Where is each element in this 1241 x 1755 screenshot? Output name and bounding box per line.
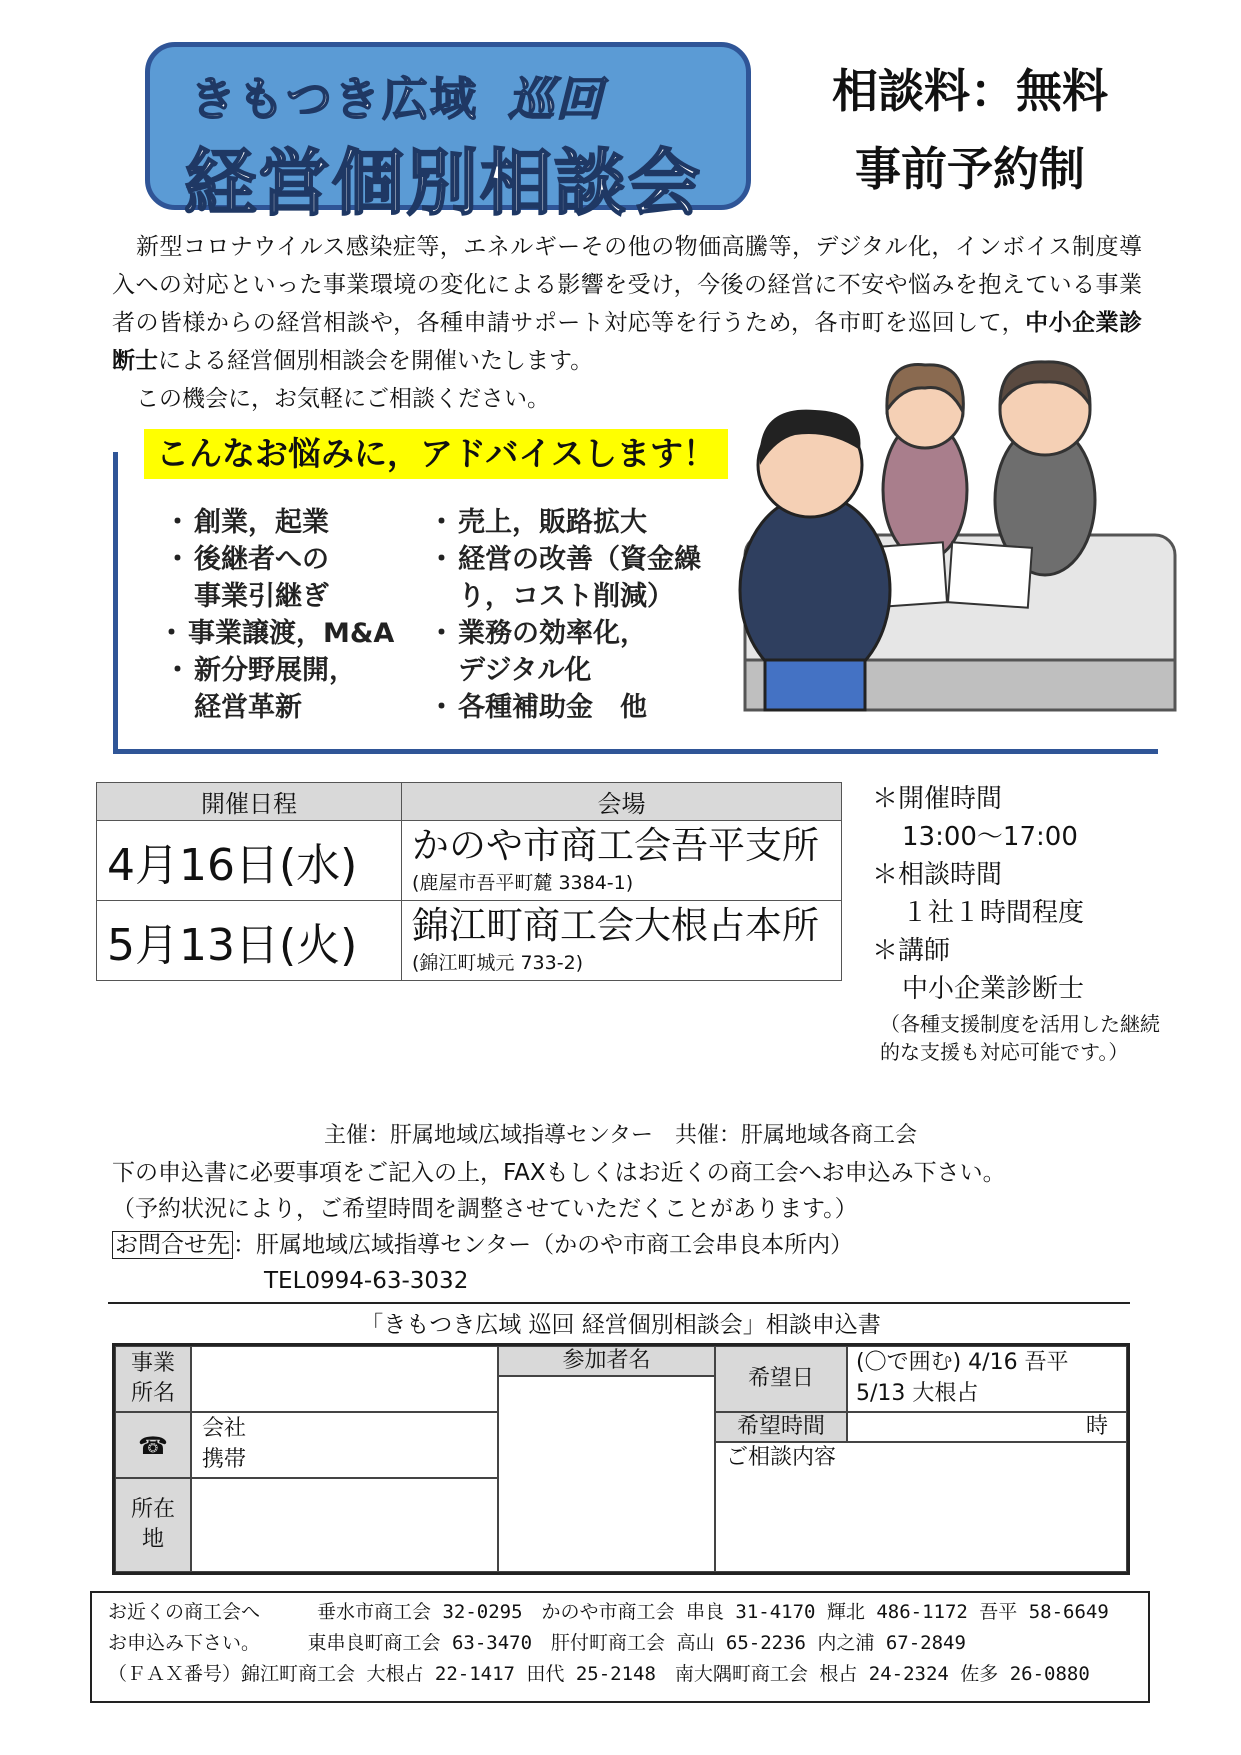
banner-junkai: 巡回 [508, 72, 604, 126]
participant-label: 参加者名 [498, 1346, 715, 1376]
advice-item: ・ 各種補助金 他 [436, 689, 736, 726]
footer-line-1: お近くの商工会へ 垂水市商工会 32-0295 かのや市商工会 串良 31-4170 輝北 486-1172 吾平 58-6649 [108, 1601, 1109, 1623]
venue-name: 錦江町商工会大根占本所 [412, 904, 819, 947]
reservation-line: 事前予約制 [855, 142, 1085, 196]
venue-address: (鹿屋市吾平町麓 3384-1) [412, 872, 634, 894]
advice-item: ・ 事業譲渡，M&A [166, 615, 472, 652]
lecturer-label: ＊講師 [872, 936, 951, 966]
fax-footer [90, 1591, 1150, 1703]
inquiry-label: お問合せ先 [112, 1231, 233, 1259]
date-option-2: 5/13 大根占 [856, 1381, 979, 1406]
advice-item: ・ 経営の改善（資金繰り，コスト削減） [436, 541, 716, 615]
consult-value: １社１時間程度 [902, 898, 1085, 928]
advice-list-left [172, 504, 472, 726]
title-banner [145, 42, 751, 225]
desired-date-label: 希望日 [715, 1346, 847, 1412]
schedule-table [96, 782, 842, 981]
venue-address: (錦江町城元 733-2) [412, 952, 584, 974]
advice-item: ・ 業務の効率化， デジタル化 [436, 615, 736, 689]
desired-date-field[interactable] [847, 1346, 1127, 1412]
footer-line-2: お申込み下さい。 東串良町商工会 63-3470 肝付町商工会 高山 65-2236 内之浦 67-2849 [108, 1632, 966, 1654]
office-name-label: 事業 所名 [115, 1346, 191, 1412]
desired-time-field[interactable] [847, 1412, 1127, 1442]
advice-list-right [436, 504, 736, 726]
office-name-field[interactable] [191, 1346, 498, 1412]
consult-content-field[interactable] [715, 1442, 1127, 1572]
intro-p1-bold: 中小企業診断士 [112, 310, 1143, 374]
consult-content-label: ご相談内容 [726, 1445, 837, 1470]
inquiry-tel: TEL0994-63-3032 [264, 1268, 469, 1294]
date-option-1: (〇で囲む) 4/16 吾平 [856, 1350, 1069, 1375]
consult-label: ＊相談時間 [872, 860, 1003, 890]
section-divider [108, 1302, 1130, 1304]
location-label: 所在 地 [115, 1478, 191, 1572]
venue-name: かのや市商工会吾平支所 [412, 824, 819, 867]
phone-icon: ☎ [115, 1412, 191, 1478]
apply-line-1: 下の申込書に必要事項をご記入の上，FAXもしくはお近くの商工会へお申込み下さい。 [112, 1160, 1006, 1186]
application-form [112, 1343, 1130, 1575]
phone-field[interactable] [191, 1412, 498, 1478]
fee-block [810, 52, 1130, 208]
footer-line-3: （ＦＡＸ番号）錦江町商工会 大根占 22-1417 田代 25-2148 南大隅町商工会 根占 24-2324 佐多 26-0880 [108, 1663, 1090, 1685]
location-field[interactable] [191, 1478, 498, 1572]
form-title: 「きもつき広域 巡回 経営個別相談会」相談申込書 [360, 1312, 881, 1338]
schedule-date: 5月13日(火) [97, 901, 402, 981]
participant-field[interactable] [498, 1376, 715, 1572]
advice-item: ・ 売上，販路拡大 [436, 504, 736, 541]
table-row [97, 821, 842, 901]
schedule-header-venue: 会場 [402, 783, 842, 821]
lecturer-note: （各種支援制度を活用した継続的な支援も対応可能です。） [880, 1012, 1160, 1064]
advice-item: ・ 後継者への 事業引継ぎ [172, 541, 472, 615]
time-value: 13:00～17:00 [902, 822, 1078, 852]
inquiry-value: ：肝属地域広域指導センター（かのや市商工会串良本所内） [233, 1232, 854, 1258]
banner-area: きもつき広域 [190, 72, 478, 126]
apply-instructions [112, 1155, 1152, 1299]
company-phone-label: 会社 [202, 1416, 247, 1441]
hour-unit: 時 [1085, 1414, 1108, 1439]
inquiry-line [112, 1227, 1152, 1263]
banner-line2: 経営個別相談会 [184, 141, 703, 225]
table-row [97, 901, 842, 981]
mobile-phone-label: 携帯 [202, 1447, 247, 1472]
intro-p1-a: 新型コロナウイルス感染症等，エネルギーその他の物価高騰等，デジタル化，インボイス制度導入への対応といった事業環境の変化による影響を受け，今後の経営に不安や悩みを抱えている事業者の皆様からの経営相談や，各種申請サポート対応等を行うため，各市町を巡回して， [112, 234, 1142, 336]
apply-line-2: （予約状況により，ご希望時間を調整させていただくことがあります。） [112, 1196, 858, 1222]
lecturer-value: 中小企業診断士 [902, 974, 1085, 1004]
schedule-venue [402, 901, 842, 981]
banner-line1 [190, 63, 604, 129]
schedule-date: 4月16日(水) [97, 821, 402, 901]
advice-item: ・ 新分野展開， 経営革新 [172, 652, 472, 726]
organizer-line: 主催：肝属地域広域指導センター 共催：肝属地域各商工会 [323, 1123, 918, 1148]
event-notes [872, 780, 1172, 1066]
desired-time-label: 希望時間 [715, 1412, 847, 1442]
advice-title: こんなお悩みに，アドバイスします！ [144, 429, 728, 479]
fee-line: 相談料：無料 [832, 64, 1108, 118]
time-label: ＊開催時間 [872, 784, 1003, 814]
schedule-venue [402, 821, 842, 901]
intro-p1-b: による経営個別相談会を開催いたします。 [158, 348, 594, 374]
advice-item: ・ 創業，起業 [172, 504, 472, 541]
intro-paragraph-2: この機会に，お気軽にご相談ください。 [136, 386, 550, 412]
consultation-illustration [735, 340, 1185, 730]
schedule-header-date: 開催日程 [97, 783, 402, 821]
